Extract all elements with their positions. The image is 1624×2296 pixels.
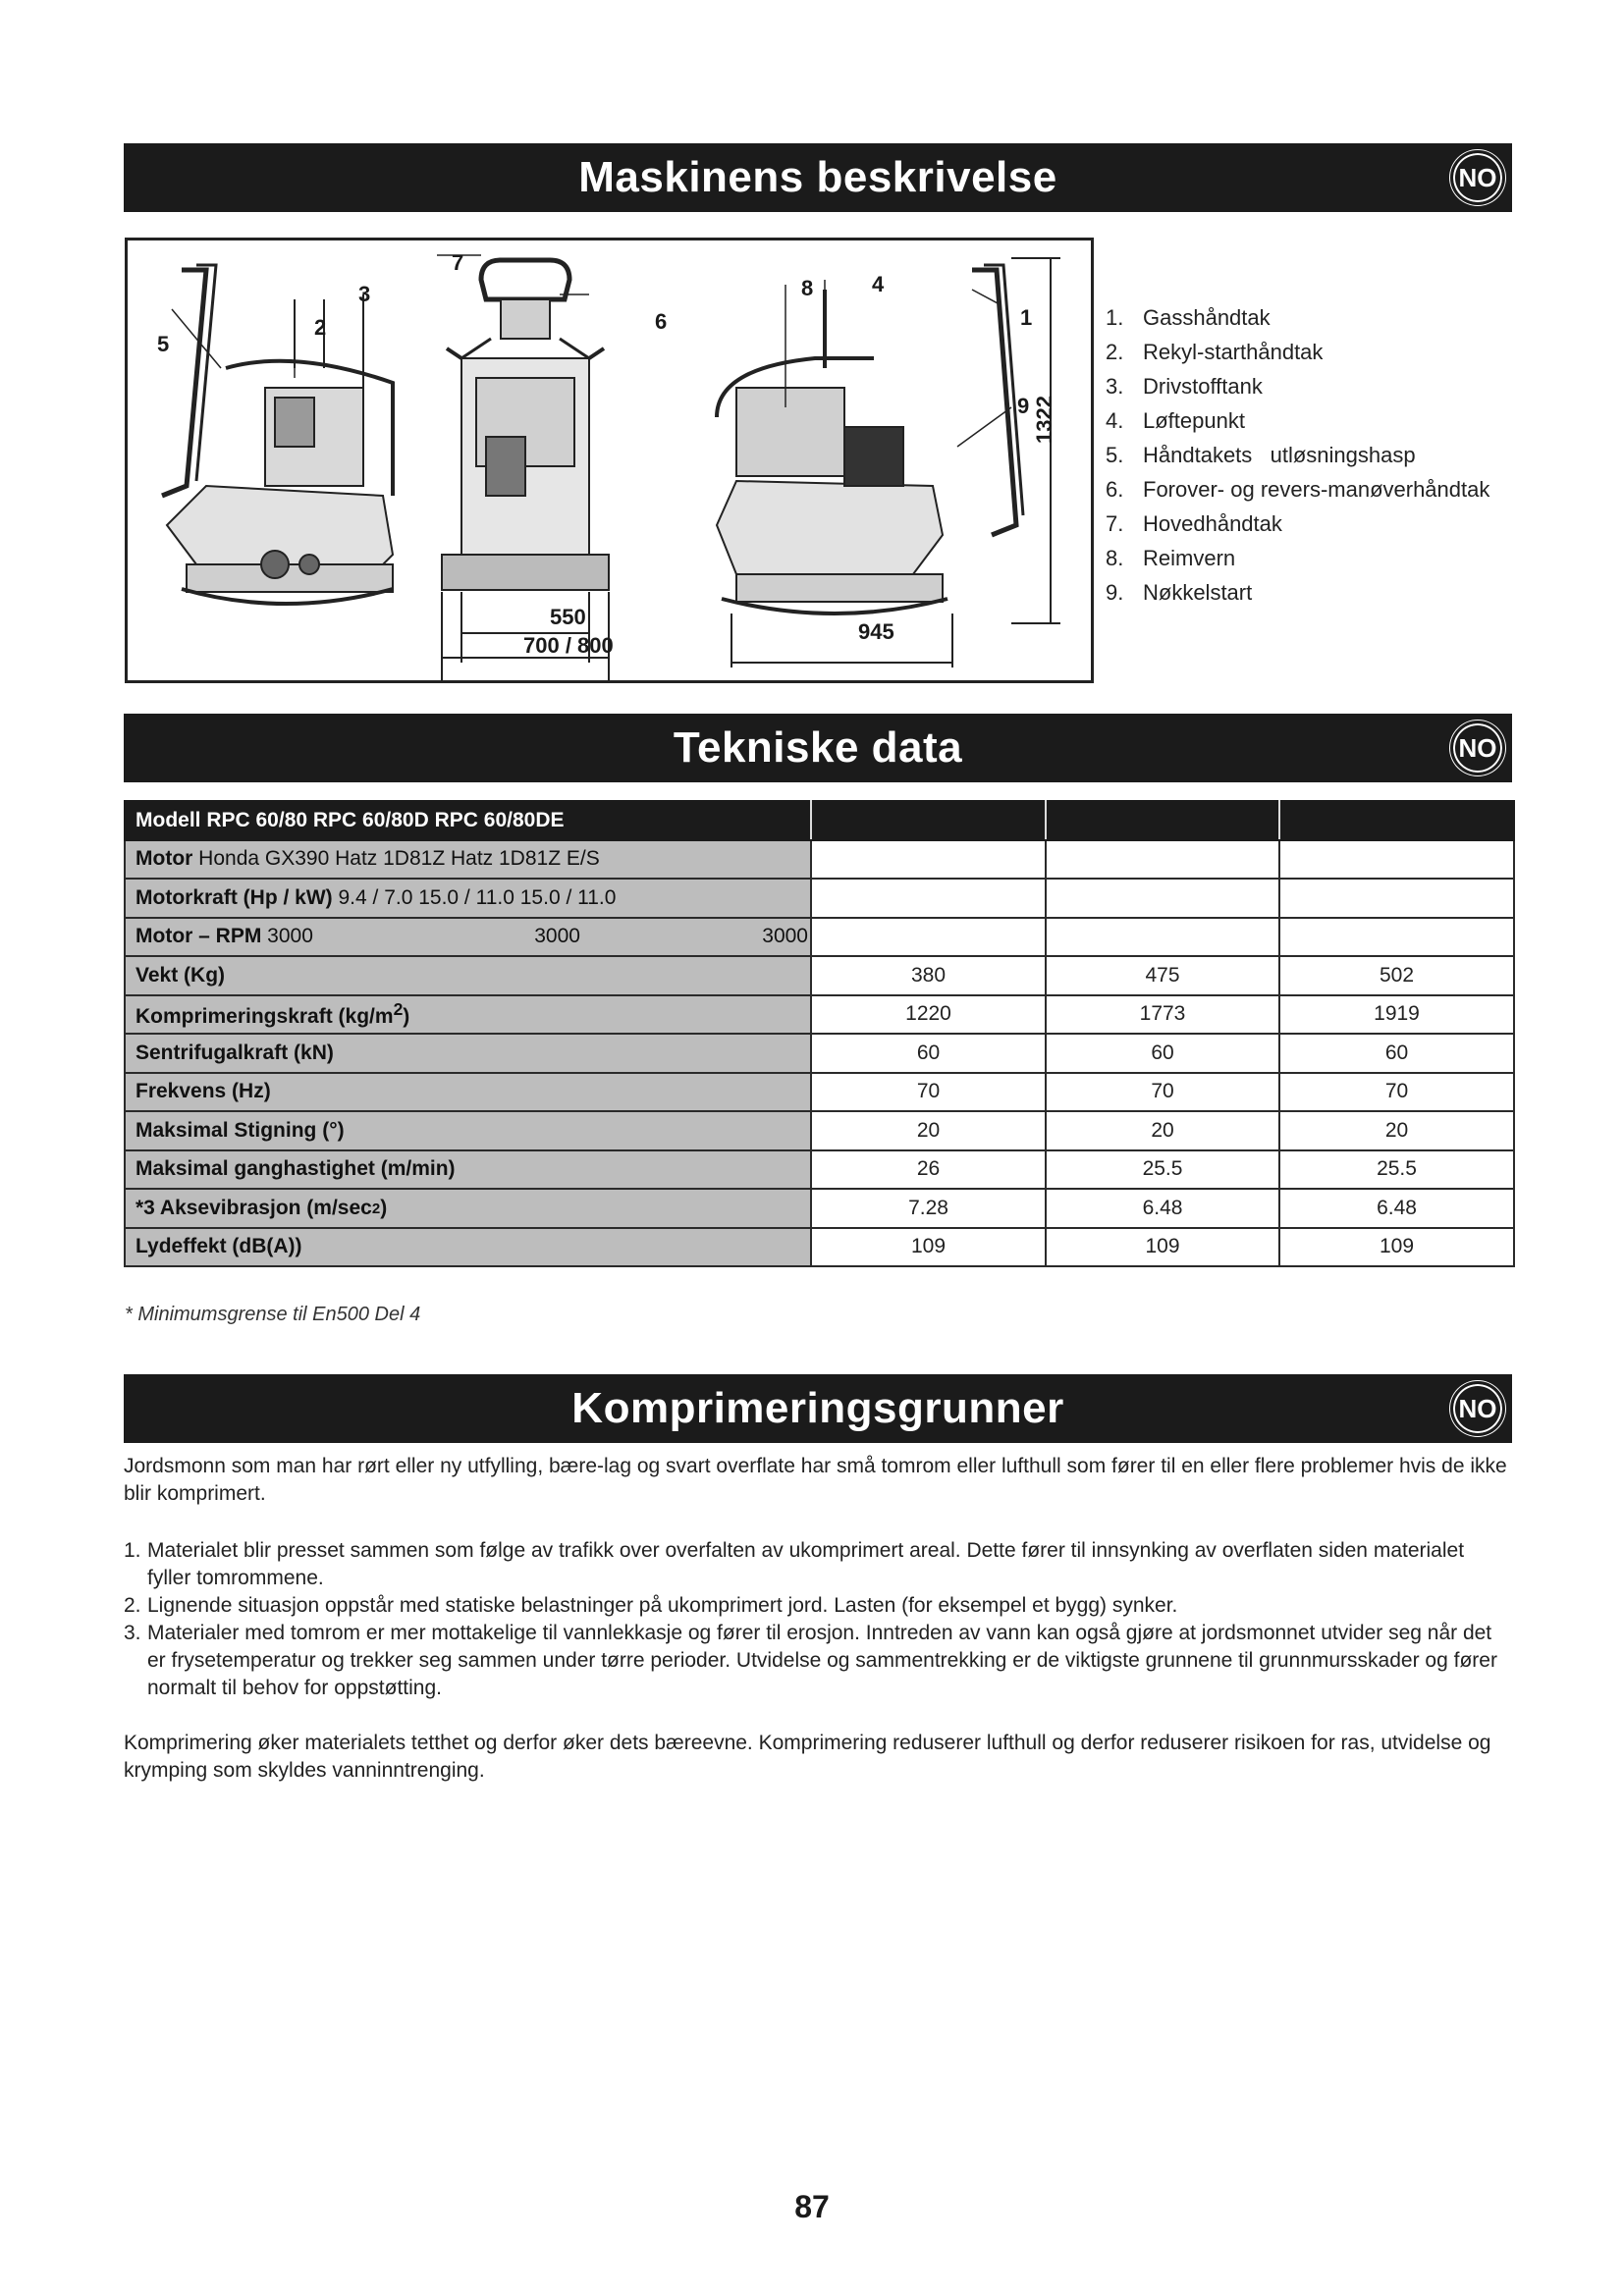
language-badge [1449,720,1506,776]
callout-6: 6 [655,309,668,334]
table-cell: 60 [1046,1034,1279,1073]
section-header-description [124,143,1512,212]
list-item: 4. Løftepunkt [1106,408,1245,433]
callout-4: 4 [872,272,885,296]
table-cell: 109 [1279,1228,1514,1267]
table-cell: 60 [811,1034,1046,1073]
section-title: Komprimeringsgrunner [571,1384,1064,1432]
section-header-compaction [124,1374,1512,1443]
machine-drawings [128,240,1091,680]
list-item: 1. Materialet blir presset sammen som følge av trafikk over overfalten av ukomprimert areal. Dette fører til innsynking av overflaten siden materialet fyller tomrommene. [124,1539,1465,1589]
table-row [125,1111,1514,1150]
paragraph: Jordsmonn som man har rørt eller ny utfylling, bære-lag og svart overflate har små tomrom eller lufthull som fører til en eller flere problemer hvis de ikke blir komprimert. [124,1455,1507,1505]
table-cell-label: *3 Aksevibrasjon (m/sec2) [125,1189,811,1228]
language-badge-label: NO [1450,150,1505,205]
callout-9: 9 [1017,394,1030,418]
spec-table [124,800,1515,1267]
callout-5: 5 [157,332,170,356]
table-cell: 25.5 [1279,1150,1514,1190]
table-header-cell: Modell RPC 60/80 RPC 60/80D RPC 60/80DE [125,801,811,840]
table-cell [1279,879,1514,918]
table-header-cell [811,801,1046,840]
dimension-outer-width: 700 / 800 [523,633,614,658]
table-cell-label: Frekvens (Hz) [125,1073,811,1112]
table-cell-label: Komprimeringskraft $(kg/m^2)$ [125,995,811,1035]
compaction-outro [124,1730,1512,1785]
compaction-list [124,1537,1512,1702]
list-item: 8. Reimvern [1106,546,1236,570]
list-item: 3. Materialer med tomrom er mer mottakelige til vannlekkasje og fører til erosjon. Inntreden av vann kan også gjøre at jordsmonnet utvider seg når det er frysetemperatur og trekker seg sammen under tørre perioder. Utvidelse og sammentrekking er de viktigste grunnene til grunnmursskader og fører normalt til behov for oppstøtting. [124,1622,1497,1699]
section-header-technical [124,714,1512,782]
table-row [125,1034,1514,1073]
table-row [125,995,1514,1035]
table-cell [1046,840,1279,880]
table-cell [811,879,1046,918]
dimension-height: 1322 [1032,396,1056,444]
list-item: 1. Gasshåndtak [1106,305,1271,330]
table-row [125,956,1514,995]
side-view-right-drawing [717,258,1060,667]
table-cell-label: Lydeffekt (dB(A)) [125,1228,811,1267]
table-footnote: * Minimumsgrense til En500 Del 4 [125,1304,421,1325]
list-item: 7. Hovedhåndtak [1106,511,1282,536]
table-header-cell [1046,801,1279,840]
page-number: 87 [794,2189,830,2224]
table-cell: 70 [811,1073,1046,1112]
table-cell-label: Maksimal Stigning (°) [125,1111,811,1150]
table-cell: 20 [1279,1111,1514,1150]
dimension-length: 945 [858,619,894,644]
table-cell: 475 [1046,956,1279,995]
table-cell: 1919 [1279,995,1514,1035]
parts-list [1106,300,1489,610]
table-row [125,918,1514,957]
table-row [125,1189,1514,1228]
table-cell-label: Motorkraft (Hp / kW) 9.4 / 7.0 15.0 / 11.0 15.0 / 11.0 [125,879,811,918]
language-badge [1449,149,1506,206]
list-item: 2. Lignende situasjon oppstår med statiske belastninger på ukomprimert jord. Lasten (for eksempel et bygg) synker. [124,1594,1178,1617]
table-cell: 6.48 [1046,1189,1279,1228]
table-cell: 380 [811,956,1046,995]
table-cell: 70 [1046,1073,1279,1112]
callout-3: 3 [358,282,371,306]
reasons-list [124,1537,1512,1702]
list-item: 5. Håndtakets utløsningshasp [1106,443,1416,467]
callout-8: 8 [801,276,814,300]
list-item: 6. Forover- og revers-manøverhåndtak [1106,477,1490,502]
section-title: Maskinens beskrivelse [578,153,1057,201]
compaction-intro [124,1453,1512,1508]
dimension-inner-width: 550 [550,605,586,629]
table-cell: 7.28 [811,1189,1046,1228]
table-cell: 20 [1046,1111,1279,1150]
table-row [125,1228,1514,1267]
table-cell [1046,918,1279,957]
table-header-cell [1279,801,1514,840]
table-cell-label: Motor Honda GX390 Hatz 1D81Z Hatz 1D81Z E/S [125,840,811,880]
table-row [125,879,1514,918]
table-cell [1279,840,1514,880]
callout-1: 1 [1020,305,1033,330]
language-badge-label: NO [1450,1381,1505,1436]
table-cell: 1773 [1046,995,1279,1035]
section-title: Tekniske data [673,723,963,772]
table-cell: 26 [811,1150,1046,1190]
list-item: 2. Rekyl-starthåndtak [1106,340,1324,364]
table-cell: 25.5 [1046,1150,1279,1190]
table-cell: 1220 [811,995,1046,1035]
table-cell [1046,879,1279,918]
list-item: 9. Nøkkelstart [1106,580,1253,605]
table-cell [811,840,1046,880]
table-cell: 109 [1046,1228,1279,1267]
table-cell-label: Maksimal ganghastighet (m/min) [125,1150,811,1190]
table-header-row [125,801,1514,840]
machine-figure [125,238,1094,683]
table-cell: 109 [811,1228,1046,1267]
callout-7: 7 [452,250,464,275]
list-item: 3. Drivstofftank [1106,374,1263,399]
table-cell: 60 [1279,1034,1514,1073]
table-cell: 6.48 [1279,1189,1514,1228]
table-row [125,1150,1514,1190]
language-badge-label: NO [1450,721,1505,775]
table-row [125,840,1514,880]
table-cell: 20 [811,1111,1046,1150]
table-cell: 70 [1279,1073,1514,1112]
side-view-left-drawing [162,265,393,604]
callout-2: 2 [314,315,327,340]
language-badge [1449,1380,1506,1437]
table-cell-label: Motor – RPM 3000 3000 3000 [125,918,811,957]
table-cell [1279,918,1514,957]
table-cell [811,918,1046,957]
table-cell-label: Sentrifugalkraft (kN) [125,1034,811,1073]
table-cell: 502 [1279,956,1514,995]
table-cell-label: Vekt (Kg) [125,956,811,995]
table-row [125,1073,1514,1112]
paragraph: Komprimering øker materialets tetthet og derfor øker dets bæreevne. Komprimering reduserer lufthull og derfor reduserer risikoen for ras, utvidelse og krymping som skyldes vanninntrenging. [124,1732,1491,1782]
